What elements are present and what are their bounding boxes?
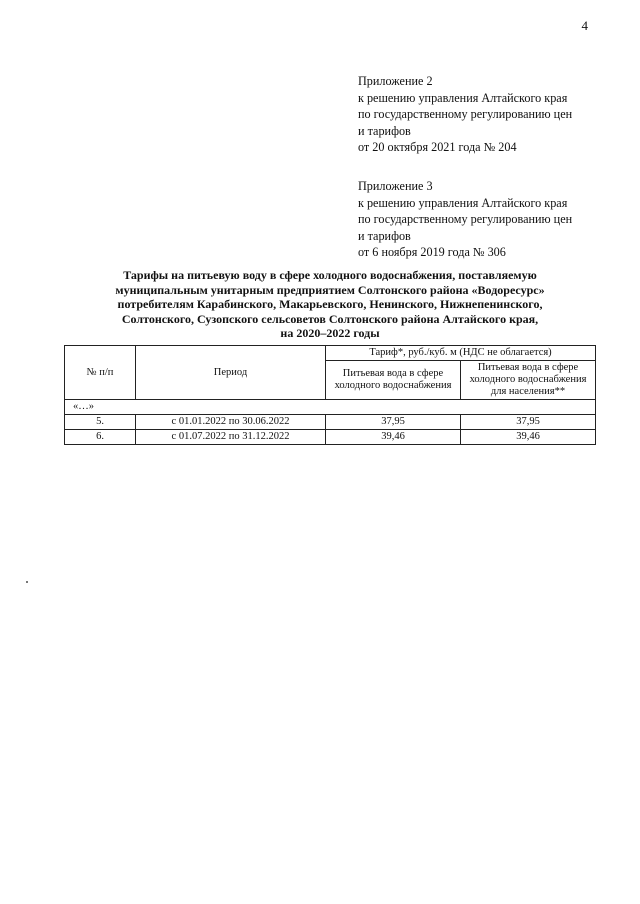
title-line: Тарифы на питьевую воду в сфере холодного водоснабжения, поставляемую (123, 268, 537, 282)
header-tariff: Тариф*, руб./куб. м (НДС не облагается) (326, 346, 596, 361)
appendix-3-line: от 6 ноября 2019 года № 306 (358, 245, 506, 259)
cell-period: с 01.01.2022 по 30.06.2022 (136, 415, 326, 430)
cell-num: 5. (65, 415, 136, 430)
header-period: Период (136, 346, 326, 400)
tariff-table (64, 345, 596, 445)
appendix-2-block (358, 73, 608, 156)
title-line: муниципальным унитарным предприятием Солтонского района «Водоресурс» (115, 282, 545, 297)
table-row (65, 415, 596, 430)
appendix-3-line: по государственному регулированию цен (358, 212, 573, 226)
title-line: Солтонского, Сузопского сельсоветов Солтонского района Алтайского края, (121, 311, 539, 326)
appendix-2-line: и тарифов (358, 123, 411, 138)
table-row-ellipsis (65, 400, 596, 415)
appendix-2-line: Приложение 2 (358, 74, 433, 88)
scan-speck (26, 581, 28, 583)
cell-period: с 01.07.2022 по 31.12.2022 (136, 430, 326, 445)
table-header-row (65, 346, 596, 361)
ellipsis-cell: «…» (65, 400, 596, 415)
cell-num: 6. (65, 430, 136, 445)
header-num: № п/п (65, 346, 136, 400)
appendix-3-line: и тарифов (358, 228, 411, 243)
appendix-2-line: от 20 октября 2021 года № 204 (358, 140, 517, 154)
cell-population: 39,46 (461, 430, 596, 445)
title-line: потребителям Карабинского, Макарьевского, Ненинского, Нижнепенинского, (117, 297, 543, 311)
title-line: на 2020–2022 годы (280, 326, 380, 340)
appendix-3-block (358, 178, 608, 261)
cell-general: 37,95 (326, 415, 461, 430)
table-row (65, 430, 596, 445)
cell-general: 39,46 (326, 430, 461, 445)
page-number: 4 (581, 18, 588, 33)
cell-population: 37,95 (461, 415, 596, 430)
appendix-3-line: Приложение 3 (358, 179, 433, 193)
appendix-2-line: к решению управления Алтайского края (358, 90, 568, 105)
header-general: Питьевая вода в сфере холодного водоснабжения (326, 361, 461, 400)
document-title (60, 268, 600, 341)
header-population: Питьевая вода в сфере холодного водоснабжения для населения** (461, 361, 596, 400)
appendix-3-line: к решению управления Алтайского края (358, 195, 568, 210)
appendix-2-line: по государственному регулированию цен (358, 107, 573, 121)
